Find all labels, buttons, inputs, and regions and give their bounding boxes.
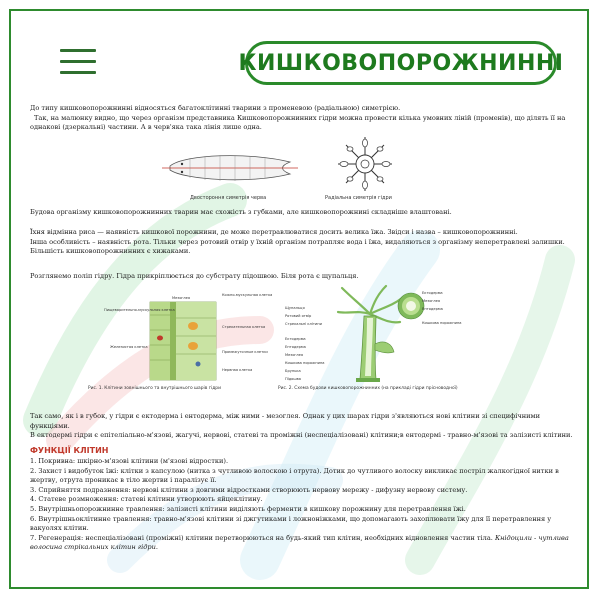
label-bud: Брунька [285,369,301,373]
label-nerve-cell: Нервная клетка [222,368,253,372]
body-p9: В ектодермі гідри є епітеліально-м'язові, жагучі, нервові, статеві та проміжні (неспеціалізовані) клітини;в ентодермі - травно-м'язові та залізисті клітини. [30,431,573,439]
intro-p2: Так, на малюнку видно, що через організм представника Кишковопорожнинних гідри можна провести кілька умовних ліній (променів), що ділять її на однакові (дзеркальні) частини. А в черв'яка така лінія лише одна. [30,113,566,131]
label-mesoglea: Мезоглея [172,296,190,300]
function-item-3: 3. Сприйняття подразнення: нервові клітини з довгими відростками створюють нервову мережу - дифузну нервову систему. [30,485,468,494]
function-item-4: 4. Статеве розмноження: статеві клітини утворюють яйцеклітину. [30,495,263,504]
function-tail: Кнідоцили - чутлива волосина стрікальних клітин гідри. [30,533,569,552]
label-ectoderm-right: Ектодерма [422,291,443,295]
label-stinging-cell: Стрекательная клетка [222,325,266,329]
function-item-7-text: 7. Регенерація: неспеціалізовані (проміжні) клітини перетворюються на будь-який тип клітин, необхідних відновлення частин тіла. [30,533,493,542]
intro-p1: До типу кишковопорожнинні відносяться багатоклітинні тварини з променевою (радіальною) симетрією. [30,104,401,112]
body-text-2 [30,228,575,257]
worm-symmetry-figure [160,144,300,194]
label-glandular-cell: Железистая клетка [110,345,148,349]
page-title [238,41,564,85]
label-mouth: Ротовий отвір [285,314,312,318]
label-endoderm-right: Ентодерма [422,307,443,311]
menu-icon[interactable] [60,49,96,75]
label-skin-muscle-cell: Кожно-мускульная клетка [222,293,273,297]
label-mesoglea-mid: Мезоглея [285,353,303,357]
body-text-4 [30,412,575,441]
functions-list [30,457,575,553]
label-cavity-right: Кишкова порожнина [422,321,462,325]
body-p8: Так само, як і в губок, у гідри є ектодерма і ентодерма, між ними - мезоглея. Однак у цих шарах гідри з'являються нові клітини зі специфічними функціями. [30,412,541,430]
fig1-caption-right: Радіальна симетрія гідри [325,195,392,201]
cell-layers-figure [148,300,218,382]
body-p6: Більшість кишковопорожнинних є хижаками. [30,247,191,255]
body-p7: Розглянемо поліп гідру. Гідра прикріплюється до субстрату підошвою. Біля рота є щупальця. [30,272,359,280]
label-endoderm: Ентодерма [285,345,306,349]
label-gastric-cavity: Кишкова порожнина [285,361,325,365]
body-p3: Будова організму кишковопорожнинних тварин має схожість з губками, але кишковопорожнині складніше влаштовані. [30,208,452,216]
hydra-cross-section-figure [397,292,425,320]
label-tentacles: Щупальця [285,306,305,310]
fig2-caption-right: Рис. 2. Схема будови кишковопорожнинних (на прикладі гідри прісноводної) [278,386,458,391]
label-intermediate-cells: Промежуточные клетки [222,350,268,354]
fig2-caption-left: Рис. 1. Клітини зовнішнього та внутрішнього шарів гідри [88,386,221,391]
label-digestive-muscle-cell: Пищеварительно-мускульная клетка [104,308,175,312]
hydra-radial-figure [335,135,395,193]
function-item-1: 1. Покривна: шкірно-м'язові клітини (м'язові відростки). [30,457,229,465]
functions-title: ФУНКЦІЇ КЛІТИН [30,446,109,455]
body-text-1 [30,208,575,218]
function-item-2: 2. Захист і видобуток їжі: клітки з капсулою (нитка з чутливою волоскою і отрута). Дотик до чутливого волоску викликає постріл жалкогідної нитки в жертву, отрута проникає в тіло жертви і паралізує її. [30,466,559,485]
title-text: КИШКОВОПОРОЖНИННІ [238,50,564,76]
body-p4: Їхня відмінна риса — наявність кишкової порожнини, де може перетравлюватися досить велика їжа. Звідси і назва – кишковопорожнинні. [30,228,518,236]
intro-text [30,104,575,133]
function-item-6: 6. Внутрішньоклітинне травлення: травно-м'язові клітини зі джгутиками і ложноніжками, що допомагають захоплювати їжу для її перетравлення у вакуолях клітин. [30,514,552,533]
fig1-caption-left: Двостороння симетрія черва [190,195,267,201]
label-ectoderm: Ектодерма [285,337,306,341]
body-text-3 [30,272,575,282]
function-item-5: 5. Внутрішньопорожнинне травлення: залізисті клітини виділяють ферменти в кишкову порожнину для перетравлення їжі. [30,504,466,513]
function-item-7 [30,534,575,553]
body-p5: Інша особливість – наявність рота. Тільки через ротовий отвір у їхній організм потрапляє вода і їжа, видаляються з організму неперетравлені залишки. [30,237,565,246]
label-sole: Підошва [285,377,301,381]
label-mesoglea-right: Мезоглея [422,299,440,303]
label-stinging-cells: Стрекальні клітини [285,322,322,326]
